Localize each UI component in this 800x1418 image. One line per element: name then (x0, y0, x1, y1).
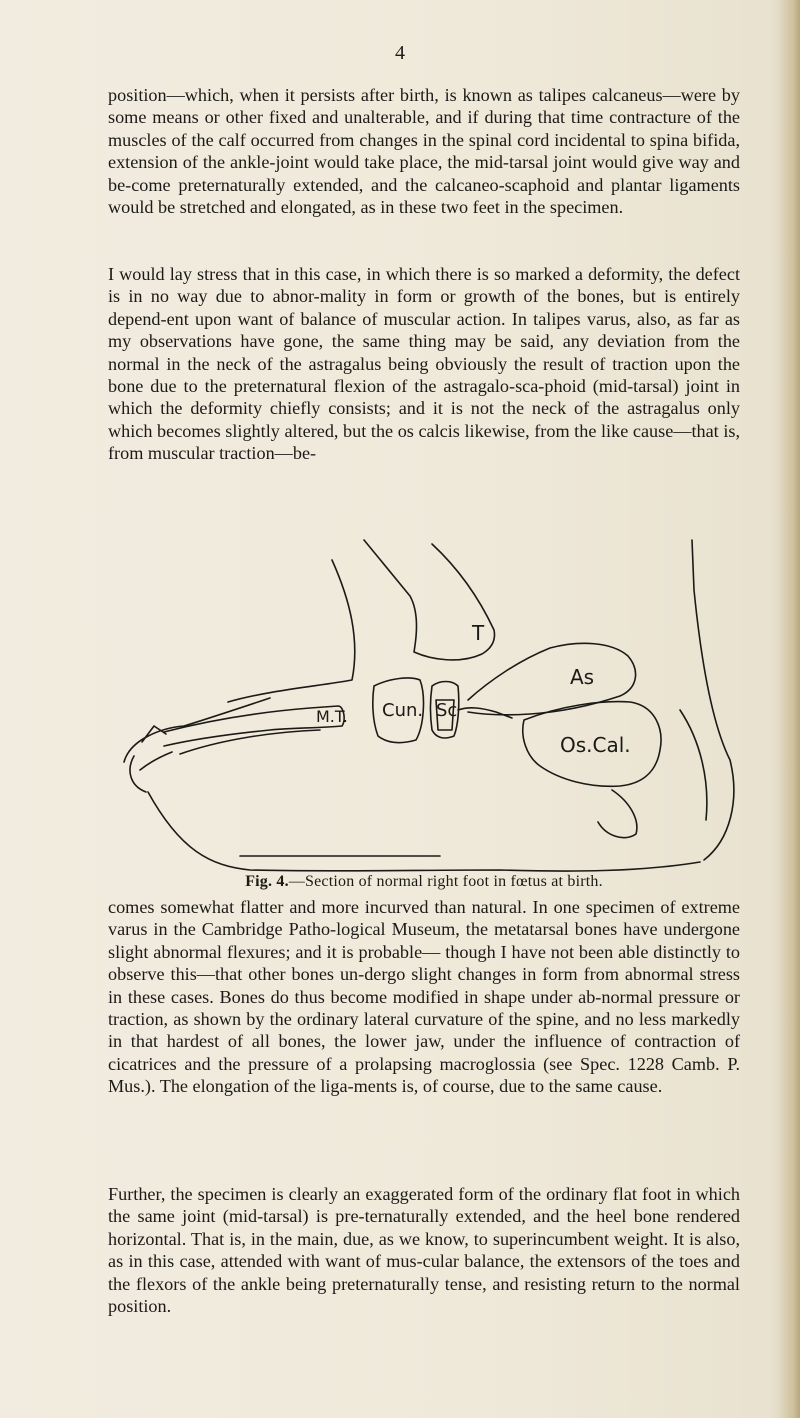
paragraph-3: comes somewhat flatter and more incurved than natural. In one specimen of extreme varus in the Cambridge Patho-logical Museum, the metatarsal bones have undergone slight abnormal flexures; and it is probable— though I have not been able distinctly to observe this—that other bones un-dergo slight changes in form from abnormal stress in these cases. Bones do thus become modified in shape under ab-normal pressure or traction, as shown by the ordinary lateral curvature of the spine, and no less markedly in that hardest of all bones, the lower jaw, under the influence of contraction of cicatrices and the pressure of a prolapsing macroglossia (see Spec. 1228 Camb. P. Mus.). The elongation of the liga-ments is, of course, due to the same cause. (108, 897, 740, 1097)
page-edge-shadow (778, 0, 800, 1418)
caption-text: —Section of normal right foot in fœtus at birth. (288, 873, 603, 890)
paragraph-1: position—which, when it persists after birth, is known as talipes calcaneus—were by some means or other fixed and unalterable, and if during that time contracture of the muscles of the calf occurred from changes in the spinal cord incidental to spina bifida, extension of the ankle-joint would take place, the mid-tarsal joint would give way and be-come preternaturally extended, and the calcaneo-scaphoid and plantar ligaments would be stretched and elongated, as in these two feet in the specimen. (108, 85, 740, 218)
leg-outline-right (692, 540, 734, 860)
astragalus-outline (468, 643, 636, 715)
figure-caption (108, 873, 740, 891)
connector-line (458, 708, 512, 718)
label-cuneiform: Cun. (382, 700, 424, 721)
label-os-calcis: Os.Cal. (560, 733, 631, 757)
foot-section-diagram (120, 530, 740, 876)
leg-outline-left (228, 560, 355, 702)
page-number: 4 (395, 42, 405, 64)
figure-labels (316, 621, 631, 757)
toe-outline (124, 698, 270, 762)
label-astragalus: As (570, 665, 595, 689)
label-scaphoid: Sc (436, 700, 458, 721)
toe-tip (130, 752, 172, 792)
heel-curve (680, 710, 707, 820)
paragraph-2: I would lay stress that in this case, in which there is so marked a deformity, the defect is in no way due to abnor-mality in form or growth of the bones, but is entirely depend-ent upon want of balance of muscular action. In talipes varus, also, as far as my observations have gone, the same thing may be said, any deviation from the normal in the neck of the astragalus being obviously the result of traction upon the bone due to the preternatural flexion of the astragalo-sca-phoid (mid-tarsal) joint in which the deformity chiefly consists; and it is not the neck of the astragalus only which becomes slightly altered, but the os calcis likewise, from the like cause—that is, from muscular traction—be- (108, 264, 740, 464)
label-metatarsal: M.T. (316, 707, 348, 726)
sole-outline (148, 792, 700, 871)
metatarsal-line-2 (180, 730, 320, 754)
label-tibia: T (472, 621, 485, 645)
caption-label: Fig. 4. (245, 873, 289, 890)
paragraph-4: Further, the specimen is clearly an exaggerated form of the ordinary flat foot in which the same joint (mid-tarsal) is pre-ternaturally extended, and the heel bone rendered horizontal. That is, in the main, due, as we know, to superincumbent weight. It is also, as in this case, attended with want of mus-cular balance, the extensors of the toes and the flexors of the ankle being preternaturally tense, and resisting return to the normal position. (108, 1184, 740, 1317)
figure-foot-section (120, 530, 740, 876)
os-calcis-lower (598, 790, 637, 838)
